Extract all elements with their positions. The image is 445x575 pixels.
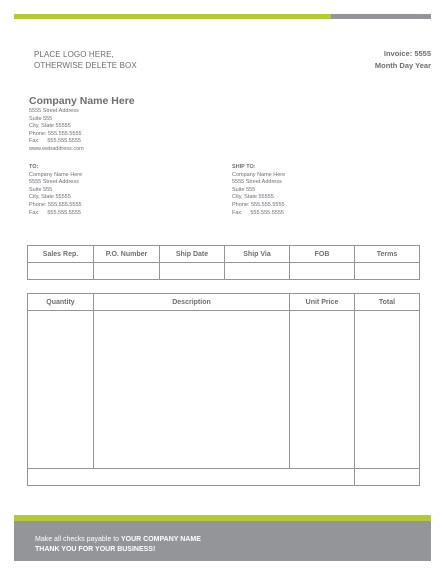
ship-to-suite: Suite 555 [232,186,256,193]
cell-ship-via[interactable] [225,263,290,280]
cell-po-number[interactable] [94,263,160,280]
bill-to-name: Company Name Here [29,171,83,178]
header-description: Description [94,294,290,311]
top-bar-green [14,14,331,19]
ship-to-phone: Phone: 555.555.5555 [232,201,285,208]
header-fob: FOB [290,246,355,263]
ship-to-fax: Fax: 555.555.5555 [232,209,284,216]
header-sales-rep: Sales Rep. [28,246,94,263]
logo-line-2: OTHERWISE DELETE BOX [34,61,137,70]
header-ship-via: Ship Via [225,246,290,263]
ship-to-city: City, State 55555 [232,194,274,201]
logo-placeholder[interactable] [34,49,137,71]
header-total: Total [355,294,420,311]
invoice-info [375,48,431,71]
cell-quantity[interactable] [28,311,94,469]
company-block [29,95,135,154]
invoice-number: Invoice: 5555 [383,49,431,58]
company-web: www.webaddress.com [29,145,84,152]
top-bar-gray [331,14,431,19]
cell-fob[interactable] [290,263,355,280]
bill-to-suite: Suite 555 [29,186,53,193]
bill-to-phone: Phone: 555.555.5555 [29,201,82,208]
total-label-cell [28,469,355,486]
header-ship-date: Ship Date [160,246,225,263]
company-address: 5555 Street Address [29,108,79,114]
items-header-row [28,294,420,311]
footer-band [14,515,431,561]
invoice-date: Month Day Year [374,60,431,70]
payable-prefix: Make all checks payable to [35,536,121,543]
bill-to-label: TO: [29,164,39,170]
items-total-row [28,469,420,486]
top-accent-bar [14,14,431,19]
cell-ship-date[interactable] [160,263,225,280]
company-fax: Fax: 555.555.5555 [29,138,81,145]
order-info-table [27,245,420,280]
bill-to-city: City, State 55555 [29,194,71,201]
thank-you-text: THANK YOU FOR YOUR BUSINESS! [35,545,156,553]
payable-line [35,535,431,545]
payable-company: YOUR COMPANY NAME [121,536,201,543]
ship-to-label: SHIP TO: [232,164,256,170]
cell-unit-price[interactable] [290,311,355,469]
cell-terms[interactable] [355,263,420,280]
items-body-row [28,311,420,469]
cell-total[interactable] [355,311,420,469]
line-items-table [27,293,420,486]
footer-message [14,521,431,554]
logo-line-1: PLACE LOGO HERE, [34,50,114,59]
bill-to-block [29,164,82,217]
thank-you-line [35,545,431,555]
header-po-number: P.O. Number [94,246,160,263]
grand-total-cell[interactable] [355,469,420,486]
company-name: Company Name Here [29,95,135,107]
ship-to-address: 5555 Street Address [232,179,282,186]
company-phone: Phone: 555.555.5555 [29,130,82,137]
company-suite: Suite 555 [29,115,53,122]
ship-to-block [232,164,285,217]
header-terms: Terms [355,246,420,263]
ship-to-name: Company Name Here [232,171,286,178]
bill-to-fax: Fax: 555.555.5555 [29,209,81,216]
order-header-row [28,246,420,263]
header-unit-price: Unit Price [290,294,355,311]
order-entry-row [28,263,420,280]
header-quantity: Quantity [28,294,94,311]
cell-description[interactable] [94,311,290,469]
bill-to-address: 5555 Street Address [29,179,79,186]
company-city: City, State 55555 [29,123,71,130]
cell-sales-rep[interactable] [28,263,94,280]
